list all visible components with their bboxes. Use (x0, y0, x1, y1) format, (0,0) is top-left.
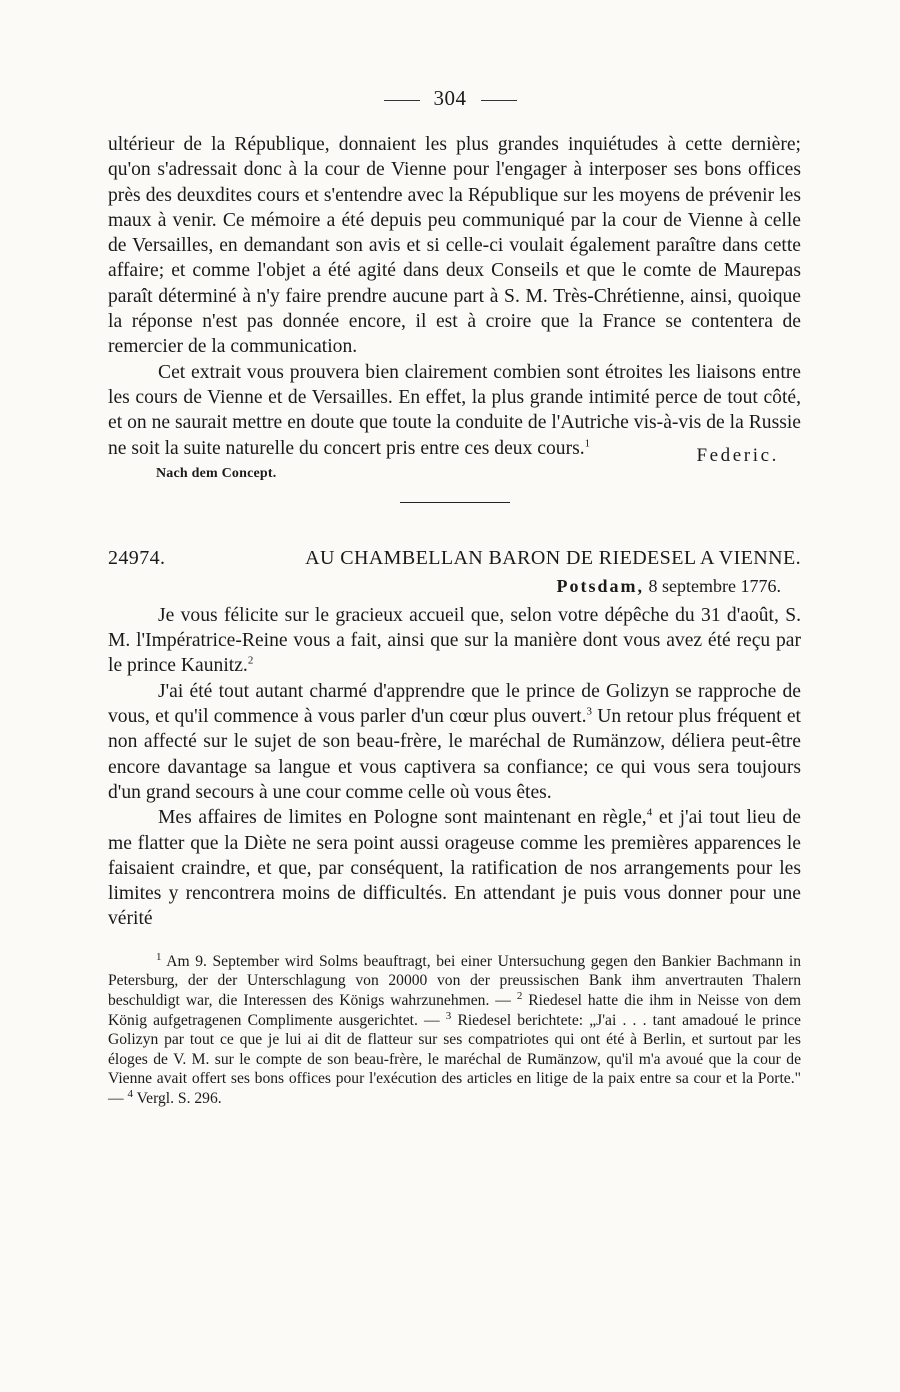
letter-paragraph-2 (108, 679, 801, 805)
footnote-1: Am 9. September wird Solms beauftragt, bei einer Untersuchung gegen den Bankier Bachmann in Petersburg, der der Unterschlagung von 20000 von der preussischen Bank ihm anvertrauten Thalern beschuldigt war, die Interessen des Königs wahrzunehmen. — (108, 952, 801, 1009)
footnote-1-mark: 1 (156, 950, 162, 963)
header-dash-left (384, 100, 420, 101)
footnote-ref-1: 1 (584, 437, 591, 450)
footnote-4: Vergl. S. 296. (133, 1089, 222, 1107)
footnotes (108, 952, 801, 1109)
paragraph-continuation: ultérieur de la République, donnaient les plus grandes inquiétudes à cette dernière; qu'on s'adressait donc à la cour de Vienne pour l'engager à interposer ses bons offices près des deuxdites cours et s'entendre avec la République sur les moyens de prévenir les maux à venir. Ce mémoire a été depuis peu communiqué par la cour de Vienne à celle de Versailles, en demandant son avis et si celle-ci voulait également paraître dans cette affaire; et comme l'objet a été agité dans deux Conseils et que le comte de Maurepas paraît déterminé à n'y faire prendre aucune part à S. M. Très-Chrétienne, ainsi, quoique la réponse n'est pas donnée encore, il est à croire que la France se contentera de remercier de la communication. (108, 134, 801, 358)
letter-paragraph-3-text-a: Mes affaires de limites en Pologne sont maintenant en règle, (158, 807, 647, 829)
footnote-3: Riedesel berichtete: „J'ai . . . tant amadoué le prince Golizyn par tout ce que je lui ai dit de flatteur sur ses compatriotes qui ont été à Berlin, et surtout par les éloges de V. M. sur le compte de son beau-frère, le maréchal de Rumänzow, qu'il m'a avoué que la cour de Vienne avait offert ses bons offices pour l'exécution des articles en litige de la paix entre sa cour et la Porte." — (108, 1011, 801, 1107)
letter-date: 8 septembre 1776. (648, 575, 781, 596)
main-column (108, 132, 801, 1108)
letter-paragraph-1-text: Je vous félicite sur le gracieux accueil que, selon votre dépêche du 31 d'août, S. M. l'Impératrice-Reine vous a fait, ainsi que sur la manière dont vous avez été reçu par le prince Kaunitz. (108, 604, 801, 677)
footnote-2-mark: 2 (516, 989, 523, 1002)
letter-number: 24974. (108, 546, 166, 569)
footnote-ref-2: 2 (247, 654, 254, 667)
letter-dateline (108, 576, 781, 597)
footnote-2: Riedesel hatte die ihm in Neisse von dem König aufgetragenen Complimente ausgerichtet. — (108, 991, 802, 1029)
footnote-ref-4: 4 (646, 806, 653, 819)
closing-block (108, 360, 801, 466)
letter-paragraph-2-text-b: Un retour plus fréquent et non affecté sur le sujet de son beau-frère, le maréchal de Rumänzow, déliera peut-être encore davantage sa langue et vous captivera sa confiance; ce qui vous sera toujours d'un grand secours à une cour comme celle où vous êtes. (108, 706, 801, 803)
page-number: 304 (433, 86, 467, 110)
signature: Federic. (696, 444, 779, 466)
page-header (0, 86, 900, 111)
paragraph-conclusion-text: Cet extrait vous prouvera bien clairement combien sont étroites les liaisons entre les cours de Vienne et de Versailles. En effet, la plus grande intimité perce de tout côté, et on ne saurait mettre en doute que toute la conduite de l'Autriche vis-à-vis de la Russie ne soit la suite naturelle du concert pris entre ces deux cours. (108, 361, 801, 459)
letter-title: AU CHAMBELLAN BARON DE RIEDESEL A VIENNE. (305, 546, 801, 569)
footnote-ref-3: 3 (586, 705, 592, 718)
concept-note: Nach dem Concept. (156, 465, 277, 481)
letter-place: Potsdam, (556, 575, 645, 596)
footnote-4-mark: 4 (127, 1087, 133, 1100)
footnote-text (108, 952, 801, 1109)
letter-heading (108, 547, 801, 570)
section-divider (400, 502, 510, 503)
footnote-3-mark: 3 (445, 1009, 452, 1022)
letter-paragraph-2-text-a: J'ai été tout autant charmé d'apprendre que le prince de Golizyn se rapproche de vous, et qu'il commence à vous parler d'un cœur plus ouvert. (108, 680, 801, 728)
letter-paragraph-1 (108, 603, 801, 679)
header-dash-right (481, 100, 517, 101)
letter-paragraph-3-text-b: et j'ai tout lieu de me flatter que la Diète ne sera point aussi orageuse comme les premières apparences le faisaient craindre, et que, par conséquent, la ratification de nos arrangements pour les limites y rencontrera moins de difficultés. En attendant je puis vous donner pour une vérité (108, 807, 801, 930)
letter-paragraph-3 (108, 805, 801, 931)
